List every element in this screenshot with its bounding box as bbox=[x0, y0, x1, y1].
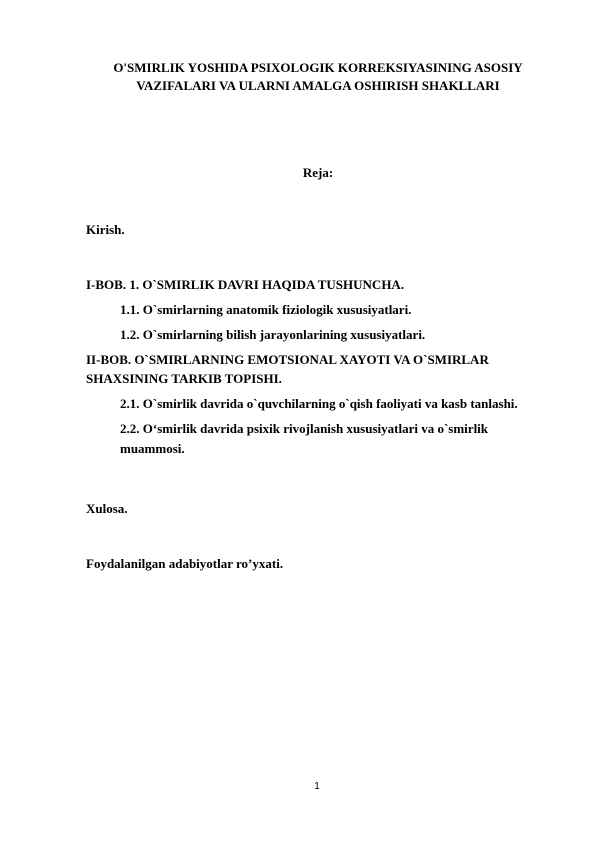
document-title bbox=[80, 59, 556, 95]
section-1-2: 1.2. O`smirlarning bilish jarayonlarining xususiyatlari. bbox=[120, 327, 426, 342]
section-2-1: 2.1. O`smirlik davrida o`quvchilarning o`qish faoliyati va kasb tanlashi. bbox=[120, 396, 518, 411]
section-2-2-line-2: muammosi. bbox=[120, 441, 185, 456]
title-line-2: VAZIFALARI VA ULARNI AMALGA OSHIRISH SHAKLLARI bbox=[136, 78, 500, 93]
title-line-1: O'SMIRLIK YOSHIDA PSIXOLOGIK KORREKSIYASINING ASOSIY bbox=[113, 60, 523, 75]
references-entry: Foydalanilgan adabiyotlar ro’yxati. bbox=[86, 556, 284, 571]
chapter-1-title: I-BOB. 1. O`SMIRLIK DAVRI HAQIDA TUSHUNCHA. bbox=[86, 277, 405, 292]
introduction-entry: Kirish. bbox=[86, 222, 125, 237]
section-1-1: 1.1. O`smirlarning anatomik fiziologik xususiyatlari. bbox=[120, 302, 412, 317]
plan-heading: Reja: bbox=[302, 165, 334, 180]
page-number: 1 bbox=[314, 781, 320, 792]
chapter-2-title-line-1: II-BOB. O`SMIRLARNING EMOTSIONAL XAYOTI VA O`SMIRLAR bbox=[86, 352, 489, 367]
conclusion-entry: Xulosa. bbox=[86, 501, 128, 516]
section-2-2-line-1: 2.2. O‘smirlik davrida psixik rivojlanish xususiyatlari va o`smirlik bbox=[120, 421, 489, 436]
chapter-2-title-line-2: SHAXSINING TARKIB TOPISHI. bbox=[86, 371, 282, 386]
